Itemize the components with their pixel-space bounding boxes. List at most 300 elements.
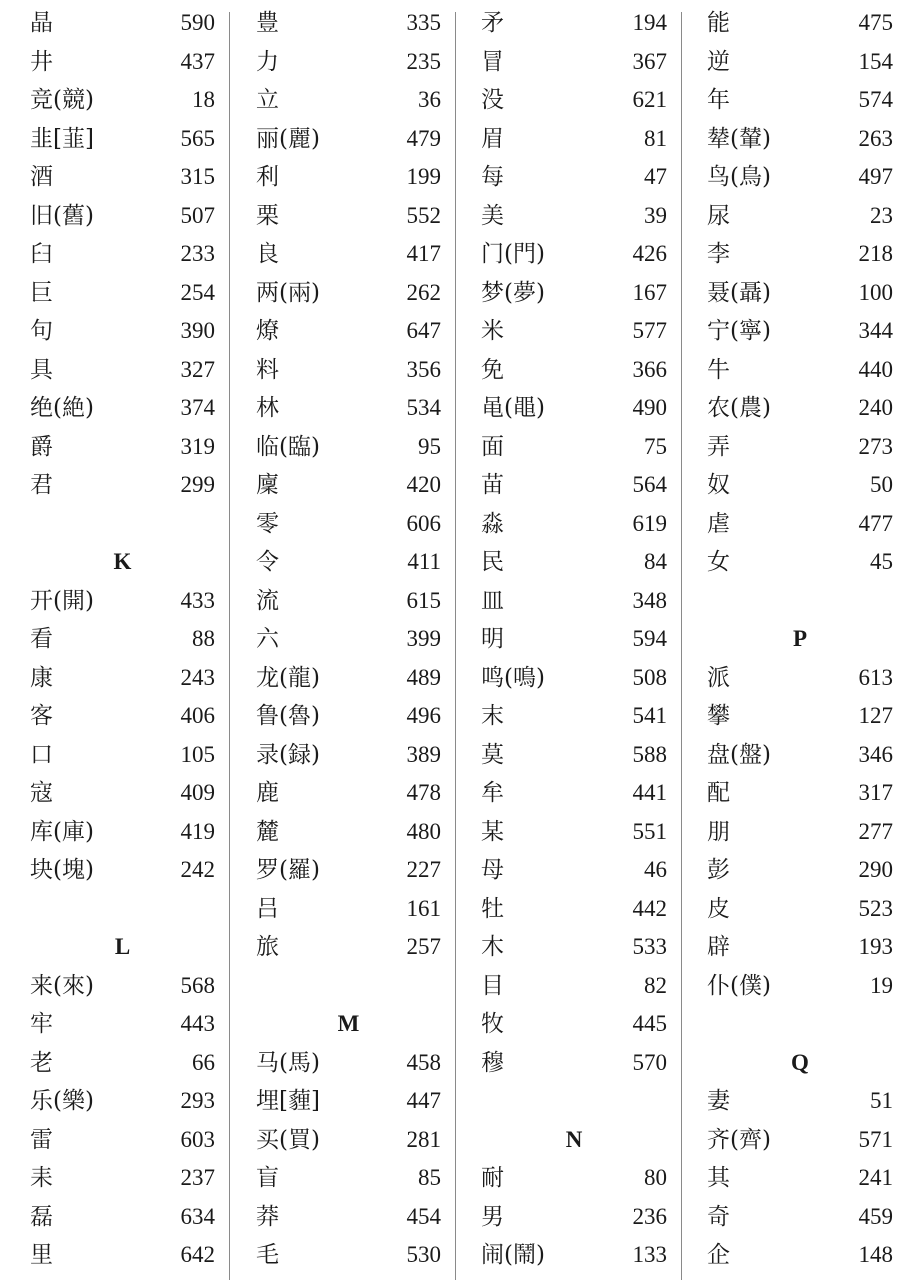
entry-page-number: 507 — [180, 202, 215, 228]
index-column-3 — [481, 4, 667, 1275]
entry-character: 客 — [30, 703, 53, 729]
entry-character: 老 — [30, 1049, 53, 1076]
entry-character: 丽(麗) — [256, 125, 320, 152]
entry-page-number: 50 — [870, 472, 893, 497]
index-entry — [256, 1198, 441, 1237]
index-entry — [256, 1082, 441, 1121]
entry-character: 盘(盤) — [707, 741, 771, 768]
entry-character: 辟 — [707, 934, 730, 960]
index-entry — [30, 43, 215, 82]
entry-page-number: 603 — [180, 1126, 215, 1152]
entry-page-number: 647 — [406, 318, 441, 343]
index-entry — [30, 697, 215, 736]
entry-page-number: 243 — [180, 664, 215, 690]
index-entry — [256, 1044, 441, 1083]
index-entry — [256, 235, 441, 274]
entry-character: 旅 — [256, 934, 279, 960]
entry-page-number: 327 — [180, 356, 215, 382]
entry-page-number: 571 — [858, 1126, 893, 1152]
entry-page-number: 454 — [406, 1203, 441, 1229]
index-entry — [707, 235, 893, 274]
index-entry — [30, 428, 215, 467]
index-entry — [30, 120, 215, 159]
entry-character: 奇 — [707, 1203, 730, 1230]
entry-page-number: 642 — [180, 1242, 215, 1267]
index-entry — [30, 1005, 215, 1044]
index-entry — [256, 582, 441, 621]
entry-page-number: 577 — [632, 318, 667, 343]
entry-page-number: 606 — [406, 510, 441, 536]
entry-character: 能 — [707, 10, 730, 36]
entry-page-number: 417 — [406, 241, 441, 266]
index-entry — [30, 851, 215, 890]
index-entry — [481, 1005, 667, 1044]
entry-character: 穆 — [481, 1049, 504, 1076]
entry-page-number: 23 — [870, 202, 893, 228]
section-letter-heading: L — [114, 934, 131, 960]
entry-character: 牢 — [30, 1011, 53, 1037]
entry-page-number: 409 — [180, 780, 215, 805]
section-letter-heading: K — [113, 549, 132, 575]
entry-character: 来(來) — [30, 972, 94, 999]
index-entry — [481, 505, 667, 544]
entry-character: 梦(夢) — [481, 279, 545, 306]
entry-character: 闹(鬧) — [481, 1242, 545, 1268]
entry-page-number: 45 — [870, 549, 893, 574]
index-entry — [256, 389, 441, 428]
entry-page-number: 541 — [632, 703, 667, 728]
index-entry — [481, 197, 667, 236]
index-entry — [707, 1159, 893, 1198]
entry-character: 句 — [30, 318, 53, 344]
index-entry — [707, 4, 893, 43]
spacer — [256, 967, 441, 1006]
entry-page-number: 319 — [180, 433, 215, 459]
entry-character: 女 — [707, 549, 730, 575]
index-entry — [256, 543, 441, 582]
entry-character: 买(買) — [256, 1126, 320, 1153]
index-entry — [707, 736, 893, 775]
entry-page-number: 81 — [644, 125, 667, 151]
entry-character: 臼 — [30, 241, 53, 267]
index-entry — [481, 620, 667, 659]
entry-page-number: 565 — [180, 125, 215, 151]
index-entry — [481, 4, 667, 43]
entry-page-number: 390 — [180, 318, 215, 343]
entry-character: 录(録) — [256, 741, 320, 768]
entry-page-number: 458 — [406, 1049, 441, 1075]
index-entry — [256, 813, 441, 852]
section-letter-heading: N — [565, 1126, 583, 1152]
index-entry — [707, 158, 893, 197]
entry-character: 面 — [481, 433, 504, 460]
index-entry — [256, 4, 441, 43]
section-letter-heading: M — [337, 1011, 360, 1037]
index-entry — [481, 428, 667, 467]
entry-character: 齐(齊) — [707, 1126, 771, 1153]
index-entry — [481, 158, 667, 197]
index-entry — [30, 81, 215, 120]
entry-page-number: 88 — [192, 626, 215, 651]
entry-page-number: 263 — [858, 125, 893, 151]
entry-page-number: 613 — [858, 664, 893, 690]
index-entry — [256, 1236, 441, 1275]
index-column-2 — [256, 4, 441, 1275]
entry-page-number: 233 — [180, 241, 215, 266]
entry-page-number: 105 — [180, 741, 215, 767]
index-entry — [30, 1236, 215, 1275]
entry-page-number: 489 — [406, 664, 441, 690]
index-entry — [256, 697, 441, 736]
index-entry — [481, 928, 667, 967]
index-entry — [30, 1082, 215, 1121]
entry-character: 流 — [256, 587, 279, 614]
entry-character: 彭 — [707, 857, 730, 883]
index-entry — [481, 813, 667, 852]
entry-character: 麓 — [256, 818, 279, 845]
index-entry — [256, 158, 441, 197]
entry-page-number: 227 — [406, 857, 441, 882]
entry-character: 尿 — [707, 202, 730, 229]
entry-page-number: 257 — [406, 934, 441, 959]
index-entry — [481, 582, 667, 621]
column-divider — [229, 12, 230, 1280]
entry-character: 鹿 — [256, 780, 279, 806]
index-entry — [707, 1236, 893, 1275]
entry-character: 门(門) — [481, 241, 545, 267]
entry-page-number: 496 — [406, 703, 441, 728]
index-entry — [30, 1159, 215, 1198]
entry-character: 矛 — [481, 10, 504, 36]
section-letter-heading: P — [792, 626, 808, 652]
entry-page-number: 367 — [632, 48, 667, 74]
index-entry — [481, 43, 667, 82]
entry-character: 辇(輦) — [707, 125, 771, 152]
entry-page-number: 621 — [632, 87, 667, 112]
entry-character: 末 — [481, 703, 504, 729]
entry-character: 皿 — [481, 587, 504, 614]
entry-character: 六 — [256, 626, 279, 652]
spacer — [707, 582, 893, 621]
entry-page-number: 317 — [858, 780, 893, 805]
entry-character: 韭[韮] — [30, 125, 94, 152]
entry-character: 龙(龍) — [256, 664, 320, 691]
index-entry — [256, 120, 441, 159]
entry-character: 开(開) — [30, 587, 94, 614]
entry-character: 牛 — [707, 356, 730, 383]
entry-page-number: 18 — [192, 87, 215, 112]
entry-character: 米 — [481, 318, 504, 344]
entry-page-number: 443 — [180, 1011, 215, 1036]
index-entry — [481, 1198, 667, 1237]
index-column-4 — [707, 4, 893, 1275]
column-divider — [681, 12, 682, 1280]
entry-character: 埋[薶] — [256, 1088, 320, 1114]
entry-character: 逆 — [707, 48, 730, 75]
entry-page-number: 293 — [180, 1088, 215, 1113]
entry-character: 井 — [30, 48, 53, 75]
entry-character: 林 — [256, 395, 279, 421]
index-entry — [707, 774, 893, 813]
entry-page-number: 615 — [406, 587, 441, 613]
entry-character: 莫 — [481, 741, 504, 768]
entry-page-number: 551 — [632, 818, 667, 844]
index-entry — [30, 274, 215, 313]
entry-character: 某 — [481, 818, 504, 845]
index-entry — [481, 1236, 667, 1275]
entry-page-number: 95 — [418, 433, 441, 459]
entry-character: 民 — [481, 549, 504, 575]
entry-page-number: 75 — [644, 433, 667, 459]
index-entry — [707, 389, 893, 428]
entry-character: 仆(僕) — [707, 972, 771, 999]
index-entry — [707, 543, 893, 582]
entry-page-number: 594 — [632, 626, 667, 651]
index-entry — [481, 274, 667, 313]
index-entry — [707, 1198, 893, 1237]
entry-page-number: 100 — [858, 279, 893, 305]
entry-character: 看 — [30, 626, 53, 652]
index-entry — [481, 736, 667, 775]
entry-character: 皮 — [707, 895, 730, 922]
index-entry — [30, 774, 215, 813]
entry-character: 廩 — [256, 472, 279, 498]
entry-character: 块(塊) — [30, 857, 94, 883]
entry-character: 每 — [481, 164, 504, 190]
entry-page-number: 193 — [858, 934, 893, 959]
entry-page-number: 277 — [858, 818, 893, 844]
index-entry — [256, 81, 441, 120]
entry-character: 冒 — [481, 48, 504, 75]
index-entry — [30, 1044, 215, 1083]
entry-page-number: 80 — [644, 1165, 667, 1190]
index-entry — [256, 197, 441, 236]
index-entry — [707, 43, 893, 82]
index-entry — [30, 351, 215, 390]
entry-page-number: 344 — [858, 318, 893, 343]
index-entry — [481, 312, 667, 351]
entry-character: 雷 — [30, 1126, 53, 1153]
entry-page-number: 478 — [406, 780, 441, 805]
index-entry — [30, 813, 215, 852]
entry-character: 康 — [30, 664, 53, 691]
entry-character: 李 — [707, 241, 730, 267]
entry-character: 具 — [30, 356, 53, 383]
entry-character: 毛 — [256, 1242, 279, 1268]
entry-character: 令 — [256, 549, 279, 575]
entry-page-number: 523 — [858, 895, 893, 921]
entry-page-number: 167 — [632, 279, 667, 305]
index-entry — [707, 505, 893, 544]
index-entry — [481, 851, 667, 890]
index-entry — [707, 351, 893, 390]
entry-page-number: 588 — [632, 741, 667, 767]
entry-character: 库(庫) — [30, 818, 94, 845]
entry-character: 里 — [30, 1242, 53, 1268]
entry-character: 临(臨) — [256, 433, 320, 460]
entry-character: 免 — [481, 356, 504, 383]
entry-character: 没 — [481, 87, 504, 113]
entry-character: 攀 — [707, 703, 730, 729]
entry-page-number: 273 — [858, 433, 893, 459]
entry-page-number: 574 — [858, 87, 893, 112]
index-entry — [707, 197, 893, 236]
entry-character: 鸣(鳴) — [481, 664, 545, 691]
entry-page-number: 242 — [180, 857, 215, 882]
entry-character: 爵 — [30, 433, 53, 460]
index-entry — [707, 81, 893, 120]
index-entry — [481, 351, 667, 390]
entry-character: 酒 — [30, 164, 53, 190]
entry-page-number: 154 — [858, 48, 893, 74]
entry-page-number: 406 — [180, 703, 215, 728]
entry-page-number: 475 — [858, 10, 893, 35]
index-entry — [30, 312, 215, 351]
entry-page-number: 552 — [406, 202, 441, 228]
entry-character: 木 — [481, 934, 504, 960]
entry-page-number: 161 — [406, 895, 441, 921]
entry-page-number: 51 — [870, 1088, 893, 1113]
entry-page-number: 568 — [180, 972, 215, 998]
entry-page-number: 315 — [180, 164, 215, 189]
entry-page-number: 39 — [644, 202, 667, 228]
entry-page-number: 127 — [858, 703, 893, 728]
entry-page-number: 590 — [180, 10, 215, 35]
index-entry — [30, 967, 215, 1006]
entry-page-number: 236 — [632, 1203, 667, 1229]
entry-character: 妻 — [707, 1088, 730, 1114]
entry-character: 盲 — [256, 1165, 279, 1191]
entry-page-number: 534 — [406, 395, 441, 420]
entry-page-number: 420 — [406, 472, 441, 497]
entry-character: 乐(樂) — [30, 1088, 94, 1114]
entry-page-number: 240 — [858, 395, 893, 420]
index-entry — [30, 389, 215, 428]
entry-character: 耐 — [481, 1165, 504, 1191]
entry-page-number: 447 — [406, 1088, 441, 1113]
index-entry — [481, 967, 667, 1006]
entry-page-number: 497 — [858, 164, 893, 189]
entry-page-number: 634 — [180, 1203, 215, 1229]
index-entry — [30, 4, 215, 43]
entry-page-number: 241 — [858, 1165, 893, 1190]
index-entry — [256, 736, 441, 775]
entry-character: 其 — [707, 1165, 730, 1191]
entry-character: 聂(聶) — [707, 279, 771, 306]
entry-character: 朋 — [707, 818, 730, 845]
index-entry — [707, 120, 893, 159]
entry-page-number: 66 — [192, 1049, 215, 1075]
entry-page-number: 441 — [632, 780, 667, 805]
entry-page-number: 235 — [406, 48, 441, 74]
index-column-1 — [30, 4, 215, 1275]
index-entry — [256, 851, 441, 890]
entry-character: 虐 — [707, 510, 730, 537]
spacer — [481, 1082, 667, 1121]
entry-character: 零 — [256, 510, 279, 537]
entry-character: 宁(寧) — [707, 318, 771, 344]
entry-character: 立 — [256, 87, 279, 113]
index-entry — [707, 928, 893, 967]
entry-page-number: 366 — [632, 356, 667, 382]
index-entry — [256, 928, 441, 967]
entry-character: 配 — [707, 780, 730, 806]
index-entry — [256, 466, 441, 505]
index-entry — [256, 43, 441, 82]
entry-page-number: 570 — [632, 1049, 667, 1075]
index-entry — [707, 697, 893, 736]
index-entry — [481, 466, 667, 505]
index-entry — [30, 620, 215, 659]
index-entry — [481, 235, 667, 274]
column-divider — [455, 12, 456, 1280]
entry-page-number: 19 — [870, 972, 893, 998]
index-entry — [30, 1121, 215, 1160]
index-entry — [707, 274, 893, 313]
index-entry — [30, 158, 215, 197]
index-entry — [707, 1121, 893, 1160]
entry-page-number: 356 — [406, 356, 441, 382]
entry-character: 奴 — [707, 472, 730, 498]
entry-character: 黾(黽) — [481, 395, 545, 421]
entry-character: 鲁(魯) — [256, 703, 320, 729]
entry-character: 派 — [707, 664, 730, 691]
entry-page-number: 299 — [180, 472, 215, 497]
index-entry — [481, 389, 667, 428]
entry-page-number: 84 — [644, 549, 667, 574]
index-entry — [30, 197, 215, 236]
entry-page-number: 262 — [406, 279, 441, 305]
entry-page-number: 490 — [632, 395, 667, 420]
entry-page-number: 199 — [406, 164, 441, 189]
section-letter-heading: Q — [791, 1049, 809, 1075]
index-entry — [481, 697, 667, 736]
entry-character: 弄 — [707, 433, 730, 460]
index-entry — [481, 120, 667, 159]
entry-page-number: 426 — [632, 241, 667, 266]
entry-page-number: 480 — [406, 818, 441, 844]
index-entry — [256, 505, 441, 544]
entry-page-number: 348 — [632, 587, 667, 613]
entry-character: 吕 — [256, 895, 279, 922]
entry-character: 目 — [481, 972, 504, 999]
entry-character: 年 — [707, 87, 730, 113]
index-entry — [30, 736, 215, 775]
entry-character: 寇 — [30, 780, 53, 806]
entry-character: 晶 — [30, 10, 53, 36]
entry-character: 眉 — [481, 125, 504, 152]
entry-character: 口 — [30, 741, 53, 768]
entry-page-number: 564 — [632, 472, 667, 497]
index-entry — [30, 582, 215, 621]
entry-character: 燎 — [256, 318, 279, 344]
index-entry — [707, 851, 893, 890]
index-entry — [707, 659, 893, 698]
entry-page-number: 290 — [858, 857, 893, 882]
entry-character: 男 — [481, 1203, 504, 1230]
entry-character: 罗(羅) — [256, 857, 320, 883]
index-entry — [30, 659, 215, 698]
entry-character: 磊 — [30, 1203, 53, 1230]
entry-page-number: 346 — [858, 741, 893, 767]
entry-character: 马(馬) — [256, 1049, 320, 1076]
entry-character: 料 — [256, 356, 279, 383]
index-entry — [707, 312, 893, 351]
entry-character: 利 — [256, 164, 279, 190]
entry-page-number: 459 — [858, 1203, 893, 1229]
entry-character: 企 — [707, 1242, 730, 1268]
index-entry — [707, 813, 893, 852]
